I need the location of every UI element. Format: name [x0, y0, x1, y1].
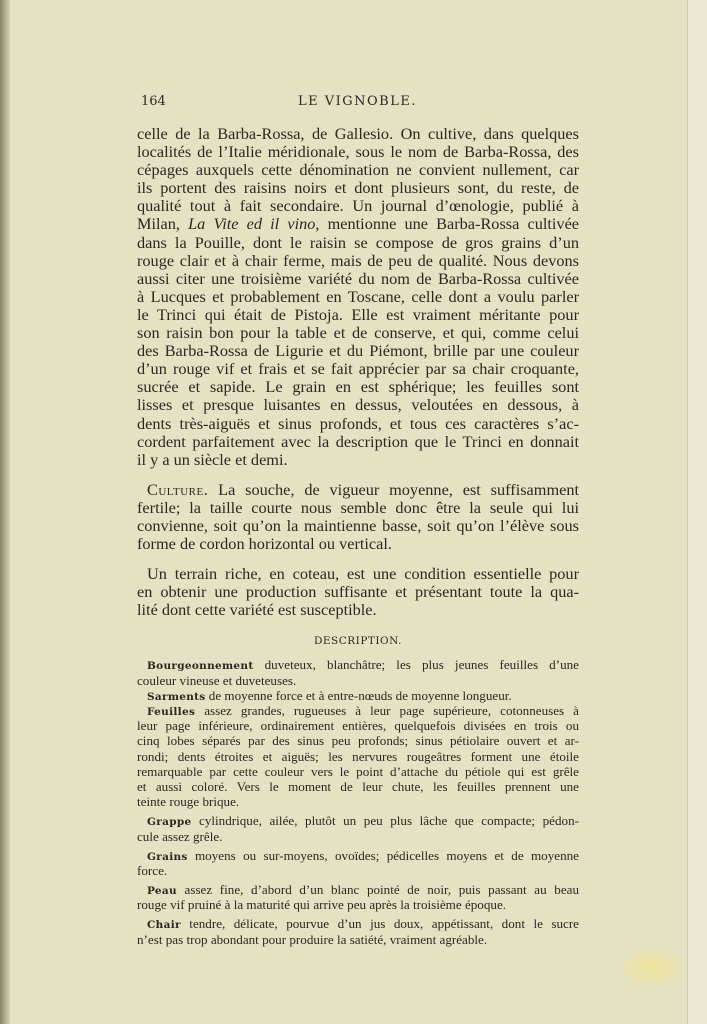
- text-line: [137, 749, 579, 764]
- text-line: [137, 342, 579, 360]
- line-text: cule assez grêle.: [137, 828, 223, 844]
- text-line: [137, 433, 579, 451]
- text-line: [137, 288, 579, 306]
- text-line: [137, 932, 579, 947]
- line-text: n’est pas trop abondant pour produire la satiété, vraiment agréable.: [137, 931, 488, 947]
- text-line: [137, 703, 579, 718]
- line-text: en obtenir une production suffisante et présentant toute la qua-: [137, 582, 579, 602]
- text-line: [137, 306, 579, 324]
- line-text: son raisin bon pour la table et de conserve, et qui, comme celui: [137, 323, 579, 343]
- entry-term: Bourgeonnement: [147, 660, 254, 673]
- line-text: lisses et presque luisantes en dessus, veloutées en dessous, à: [137, 395, 579, 415]
- running-title: LE VIGNOBLE.: [297, 94, 417, 109]
- line-text: Milan, La Vite ed il vino, mentionne une Barba-Rossa cultivée: [137, 214, 580, 234]
- line-text: forme de cordon horizontal ou vertical.: [137, 534, 392, 554]
- line-text: rouge clair et à chair ferme, mais de peu de qualité. Nous devons: [137, 250, 579, 270]
- line-text: rouge vif pruiné à la maturité qui arrive peu après la troisième époque.: [137, 897, 507, 913]
- text-line: [137, 565, 579, 583]
- text-line: [137, 378, 579, 396]
- line-text: il y a un siècle et demi.: [137, 449, 288, 469]
- journal-title: La Vite ed il vino: [188, 214, 316, 234]
- text-line: [137, 916, 579, 931]
- line-text: duveteux, blanchâtre; les plus jeunes feuilles d’une: [253, 657, 579, 673]
- line-text: cordent parfaitement avec la description que le Trinci en donnait: [137, 431, 579, 451]
- entry-term: Grains: [147, 850, 188, 863]
- line-text: fertile; la taille courte nous semble donc être la seule qui lui: [137, 497, 579, 517]
- line-text: dents très-aiguës et sinus profonds, et tous ces caractères s’ac-: [137, 413, 579, 433]
- text-line: [137, 863, 579, 878]
- text-line: [137, 848, 579, 863]
- line-text: sucrée et sapide. Le grain en est sphérique; les feuilles sont: [137, 377, 579, 397]
- text-line: [137, 882, 579, 897]
- text-line: [137, 517, 579, 535]
- text-line: [137, 234, 579, 252]
- text-line: [137, 360, 579, 378]
- line-text: lité dont cette variété est susceptible.: [137, 600, 377, 620]
- paper-stain: [622, 950, 682, 985]
- description-heading: DESCRIPTION.: [313, 635, 403, 648]
- text-line: [137, 794, 579, 809]
- description-entry: [137, 916, 579, 946]
- next-page-edge: [687, 0, 707, 1024]
- text-line: [137, 764, 579, 779]
- line-text: La souche, de vigueur moyenne, est suffisamment: [208, 479, 579, 499]
- line-text: dans la Pouille, dont le raisin se compose de gros grains d’un: [137, 232, 579, 252]
- text-line: [137, 215, 579, 233]
- line-text: cylindrique, ailée, plutôt un peu plus lâche que compacte; pédon-: [191, 813, 579, 829]
- line-text: teinte rouge brique.: [137, 794, 240, 810]
- paragraph: [137, 565, 579, 619]
- text-line: [137, 688, 579, 703]
- text-line: [137, 779, 579, 794]
- page-body: [137, 125, 579, 947]
- line-text: leur page inférieure, ordinairement entières, quelquefois divisées en trois ou: [137, 718, 579, 734]
- line-text: à Lucques et probablement en Toscane, celle dont a voulu parler: [137, 286, 579, 306]
- line-text: aussi citer une troisième variété du nom de Barba-Rossa cultivée: [137, 268, 579, 288]
- text-line: [137, 897, 579, 912]
- description-entry: [137, 882, 579, 912]
- line-text: rondi; dents étroites et aiguës; les nervures rougeâtres forment une étoile: [137, 748, 579, 764]
- line-text: couleur vineuse et duveteuses.: [137, 672, 297, 688]
- entry-term: Peau: [147, 885, 177, 898]
- description-entry: [137, 657, 579, 687]
- text-line: [137, 718, 579, 733]
- line-text: moyens ou sur-moyens, ovoïdes; pédicelles moyens et de moyenne: [187, 847, 579, 863]
- description-entry: [137, 848, 579, 878]
- page-number: 164: [141, 94, 166, 109]
- text-line: [137, 396, 579, 414]
- line-text: remarquable par cette couleur vers le point d’attache du pétiole qui est grêle: [137, 763, 579, 779]
- page-header: [137, 94, 578, 114]
- text-line: [137, 270, 579, 288]
- description-entry: [137, 813, 579, 843]
- text-line: [137, 252, 579, 270]
- line-text: cépages auxquels cette dénomination ne convient nullement, car: [137, 160, 579, 180]
- line-text: qualité tout à fait secondaire. Un journal d’œnologie, publié à: [137, 196, 579, 216]
- text-line: [137, 324, 579, 342]
- text-line: [137, 829, 579, 844]
- text-line: [137, 583, 579, 601]
- text-line: [137, 733, 579, 748]
- text-line: [137, 481, 579, 499]
- text-line: [137, 161, 579, 179]
- text-line: [137, 451, 579, 469]
- entry-term: Feuilles: [147, 706, 196, 718]
- text-line: [137, 415, 579, 433]
- text-line: [137, 197, 579, 215]
- text-line: [137, 601, 579, 619]
- text-line: [137, 535, 579, 553]
- line-text: assez grandes, rugueuses à leur page supérieure, cotonneuses à: [195, 703, 579, 718]
- text-line: [137, 125, 579, 143]
- section-lead: Culture.: [147, 479, 209, 499]
- page-left-edge: [0, 0, 10, 1024]
- line-text: localités de l’Italie méridionale, sous le nom de Barba-Rossa, des: [137, 142, 579, 162]
- line-text: de moyenne force et à entre-nœuds de moyenne longueur.: [205, 687, 512, 703]
- line-text: des Barba-Rossa de Ligurie et du Piémont, brille par une couleur: [137, 341, 579, 361]
- paragraph: [137, 481, 579, 553]
- description-entry: [137, 688, 579, 703]
- entry-term: Sarments: [147, 690, 206, 703]
- line-text: et aussi coloré. Vers le moment de leur chute, les feuilles prennent une: [137, 778, 579, 794]
- line-text: le Trinci qui était de Pistoja. Elle est vraiment méritante pour: [137, 304, 579, 324]
- line-text: cinq lobes séparés par des sinus peu profonds; sinus pétiolaire ouvert et ar-: [137, 733, 579, 749]
- text-line: [137, 657, 579, 672]
- entry-term: Grappe: [147, 816, 192, 829]
- line-text: force.: [137, 862, 168, 878]
- text-line: [137, 143, 579, 161]
- text-line: [137, 813, 579, 828]
- entry-term: Chair: [147, 919, 181, 932]
- text-line: [137, 179, 579, 197]
- line-text: tendre, délicate, pourvue d’un jus doux, appétissant, dont le sucre: [180, 916, 579, 932]
- text-line: [137, 673, 579, 688]
- line-text: convienne, soit qu’on la maintienne basse, soit qu’on l’élève sous: [137, 515, 579, 535]
- line-text: d’un rouge vif et frais et se fait apprécier par sa chair croquante,: [137, 359, 579, 379]
- line-text: ils portent des raisins noirs et dont plusieurs sont, du reste, de: [137, 178, 579, 198]
- line-text: assez fine, d’abord d’un blanc pointé de noir, puis passant au beau: [176, 882, 579, 898]
- line-text: Un terrain riche, en coteau, est une condition essentielle pour: [147, 564, 579, 584]
- paragraph: [137, 125, 579, 469]
- description-entry: [137, 703, 579, 809]
- text-line: [137, 499, 579, 517]
- line-text: celle de la Barba-Rossa, de Gallesio. On cultive, dans quelques: [137, 124, 579, 143]
